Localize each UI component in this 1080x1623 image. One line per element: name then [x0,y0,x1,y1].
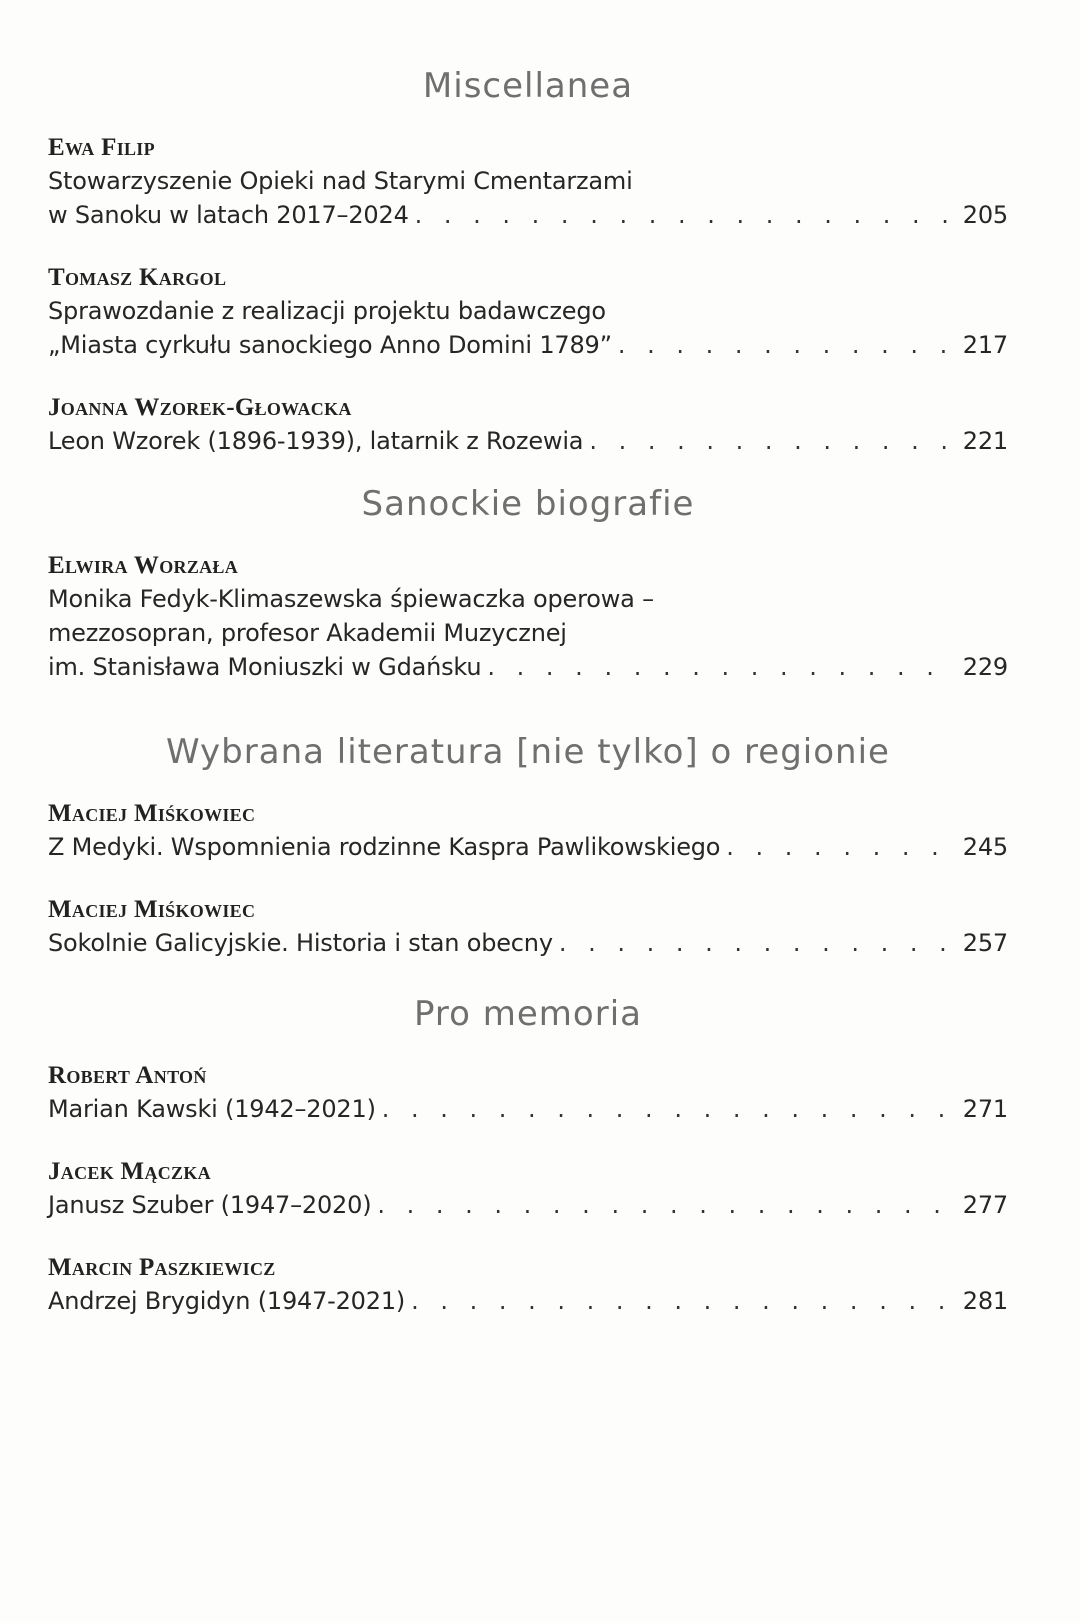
section-sanockie-biografie [48,480,1008,684]
toc-entry [48,392,1008,458]
entry-title-text: Sokolnie Galicyjskie. Historia i stan obecny [48,929,553,957]
dot-leader [411,1284,957,1318]
toc-entry [48,262,1008,362]
entry-title-text: Marian Kawski (1942–2021) [48,1095,376,1123]
entry-title-text: im. Stanisława Moniuszki w Gdańsku [48,653,482,681]
dot-leader [589,424,956,458]
page-number: 217 [962,331,1008,359]
entry-title-text: Z Medyki. Wspomnienia rodzinne Kaspra Pawlikowskiego [48,833,721,861]
entry-author: Elwira Worzała [48,552,239,579]
toc-entry [48,798,1008,864]
dot-leader [377,1188,956,1222]
section-pro-memoria [48,990,1008,1318]
entry-author: Robert Antoń [48,1062,207,1089]
entry-title-last-line [48,650,1008,684]
entry-title-last-line [48,328,1008,362]
section-title: Wybrana literatura [nie tylko] o regionie [166,732,890,772]
entry-title-last-line [48,1284,1008,1318]
entry-author: Maciej Miśkowiec [48,800,256,827]
dot-leader [487,650,956,684]
entry-title-line: Sprawozdanie z realizacji projektu badawczego [48,297,606,325]
entry-author: Joanna Wzorek-Głowacka [48,394,352,421]
dot-leader [382,1092,957,1126]
table-of-contents [48,62,1008,1318]
dot-leader [559,926,957,960]
entry-title-last-line [48,1092,1008,1126]
dot-leader [618,328,957,362]
entry-title-text: Leon Wzorek (1896-1939), latarnik z Rozewia [48,427,584,455]
page-number: 257 [962,929,1008,957]
dot-leader [415,198,957,232]
page-number: 229 [962,653,1008,681]
entry-author: Maciej Miśkowiec [48,896,256,923]
entry-title-text: w Sanoku w latach 2017–2024 [48,201,409,229]
entry-title-line: Stowarzyszenie Opieki nad Starymi Cmentarzami [48,167,633,195]
toc-entry [48,1156,1008,1222]
entry-author: Jacek Mączka [48,1158,211,1185]
entry-title-text: Janusz Szuber (1947–2020) [48,1191,372,1219]
toc-entry [48,132,1008,232]
entry-author: Tomasz Kargol [48,264,227,291]
section-title: Pro memoria [414,994,642,1034]
toc-entry [48,550,1008,684]
section-miscellanea [48,62,1008,458]
page-number: 271 [962,1095,1008,1123]
page-number: 205 [962,201,1008,229]
section-wybrana-literatura [48,728,1008,960]
entry-title-line: Monika Fedyk-Klimaszewska śpiewaczka operowa – [48,585,654,613]
page-number: 245 [962,833,1008,861]
entry-title-last-line [48,198,1008,232]
toc-entry [48,1252,1008,1318]
entry-title-text: Andrzej Brygidyn (1947-2021) [48,1287,406,1315]
dot-leader [726,830,957,864]
entry-title-last-line [48,830,1008,864]
entry-title-text: „Miasta cyrkułu sanockiego Anno Domini 1789” [48,331,612,359]
page-number: 221 [962,427,1008,455]
page-number: 277 [962,1191,1008,1219]
entry-title-last-line [48,424,1008,458]
entry-author: Marcin Paszkiewicz [48,1254,276,1281]
toc-entry [48,894,1008,960]
entry-author: Ewa Filip [48,134,155,161]
entry-title-line: mezzosopran, profesor Akademii Muzycznej [48,619,567,647]
section-title: Sanockie biografie [361,484,695,524]
entry-title-last-line [48,926,1008,960]
section-title: Miscellanea [422,66,634,106]
page-number: 281 [962,1287,1008,1315]
entry-title-last-line [48,1188,1008,1222]
toc-entry [48,1060,1008,1126]
